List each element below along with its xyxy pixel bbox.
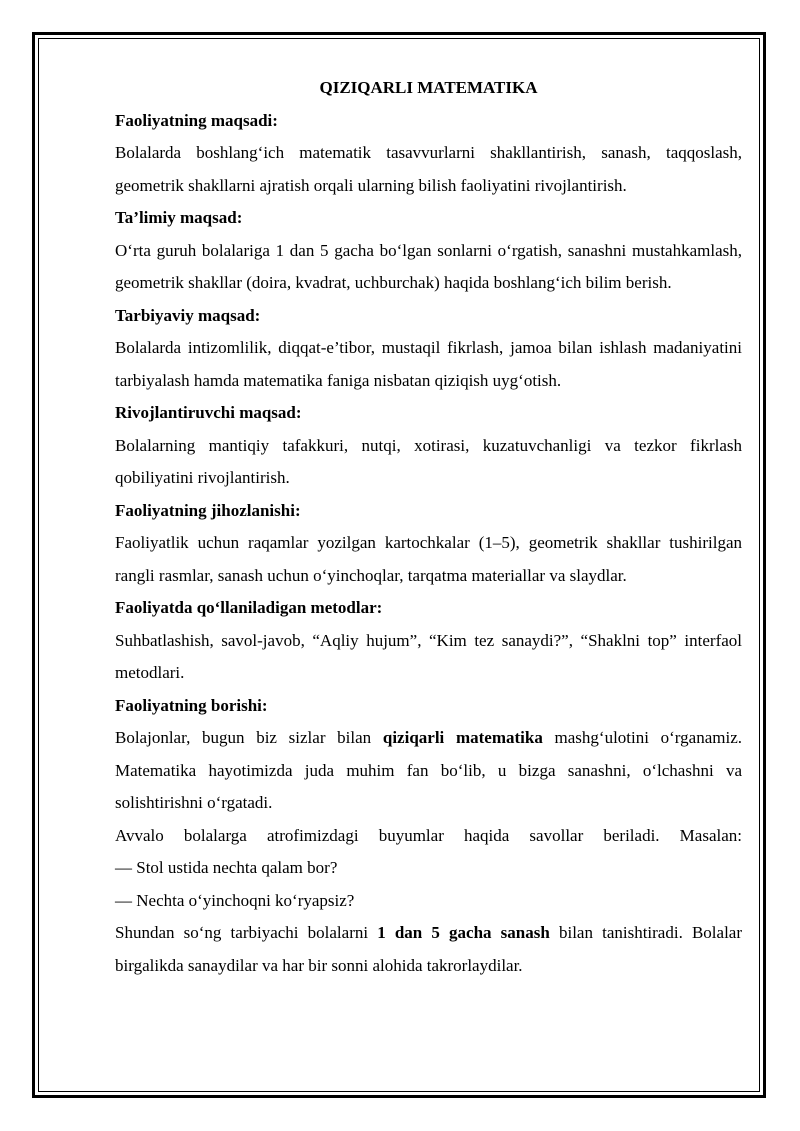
heading-tarbiyaviy: Tarbiyaviy maqsad:: [115, 305, 261, 325]
heading-rivojlantiruvchi: Rivojlantiruvchi maqsad:: [115, 403, 302, 422]
paragraph-maqsad: Bolalarda boshlang‘ich matematik tasavvurlarni shakllantirish, sanash, taqqoslash, geometrik shakllarni ajratish orqali ularning bilish faoliyatini rivojlantirish.: [115, 143, 742, 195]
question-line-2: — Nechta o‘yinchoqni ko‘ryapsiz?: [115, 890, 355, 910]
intro-text-end: mashg‘ulotini o‘rganamiz. Matematika hayotimizda juda muhim fan bo‘lib, u bizga sanashni, o‘lchashni va solishtirishni o‘rgatadi.: [115, 728, 742, 812]
paragraph-talimiy: O‘rta guruh bolalariga 1 dan 5 gacha bo‘lgan sonlarni o‘rgatish, sanashni mustahkamlash, geometrik shakllar (doira, kvadrat, uchburchak) haqida boshlang‘ich bilim berish.: [115, 240, 742, 292]
question-line-1: — Stol ustida nechta qalam bor?: [115, 858, 338, 877]
document-title: QIZIQARLI MATEMATIKA: [319, 78, 538, 97]
paragraph-tarbiyaviy: Bolalarda intizomlilik, diqqat-e’tibor, mustaqil fikrlash, jamoa bilan ishlash madaniyatini tarbiyalash hamda matematika faniga nisbatan qiziqish uyg‘otish.: [115, 338, 742, 390]
counting-text-end: bilan tanishtiradi. Bolalar birgalikda sanaydilar va har bir sonni alohida takrorlaydilar.: [115, 923, 742, 975]
heading-borishi: Faoliyatning borishi:: [115, 695, 268, 715]
counting-text-start: Shundan so‘ng tarbiyachi bolalarni: [115, 923, 378, 942]
heading-talimiy: Ta’limiy maqsad:: [115, 208, 243, 227]
heading-maqsad: Faoliyatning maqsadi:: [115, 110, 278, 130]
document-body: [115, 72, 742, 982]
paragraph-jihozlanishi: Faoliyatlik uchun raqamlar yozilgan kartochkalar (1–5), geometrik shakllar tushirilgan rangli rasmlar, sanash uchun o‘yinchoqlar, tarqatma materiallar va slaydlar.: [115, 533, 742, 585]
intro-text-start: Bolajonlar, bugun biz sizlar bilan: [115, 728, 383, 747]
paragraph-borishi-intro: [115, 722, 742, 820]
intro-text-bold: qiziqarli matematika: [382, 728, 543, 747]
heading-metodlar: Faoliyatda qo‘llaniladigan metodlar:: [115, 598, 383, 617]
paragraph-borishi-questions: Avvalo bolalarga atrofimizdagi buyumlar haqida savollar beriladi. Masalan:: [115, 825, 742, 845]
heading-jihozlanishi: Faoliyatning jihozlanishi:: [115, 500, 301, 520]
paragraph-borishi-counting: [115, 917, 742, 982]
paragraph-metodlar: Suhbatlashish, savol-javob, “Aqliy hujum”, “Kim tez sanaydi?”, “Shaklni top” interfaol metodlari.: [115, 630, 742, 682]
paragraph-rivojlantiruvchi: Bolalarning mantiqiy tafakkuri, nutqi, xotirasi, kuzatuvchanligi va tezkor fikrlash qobiliyatini rivojlantirish.: [115, 435, 742, 487]
counting-text-bold: 1 dan 5 gacha sanash: [377, 923, 550, 942]
